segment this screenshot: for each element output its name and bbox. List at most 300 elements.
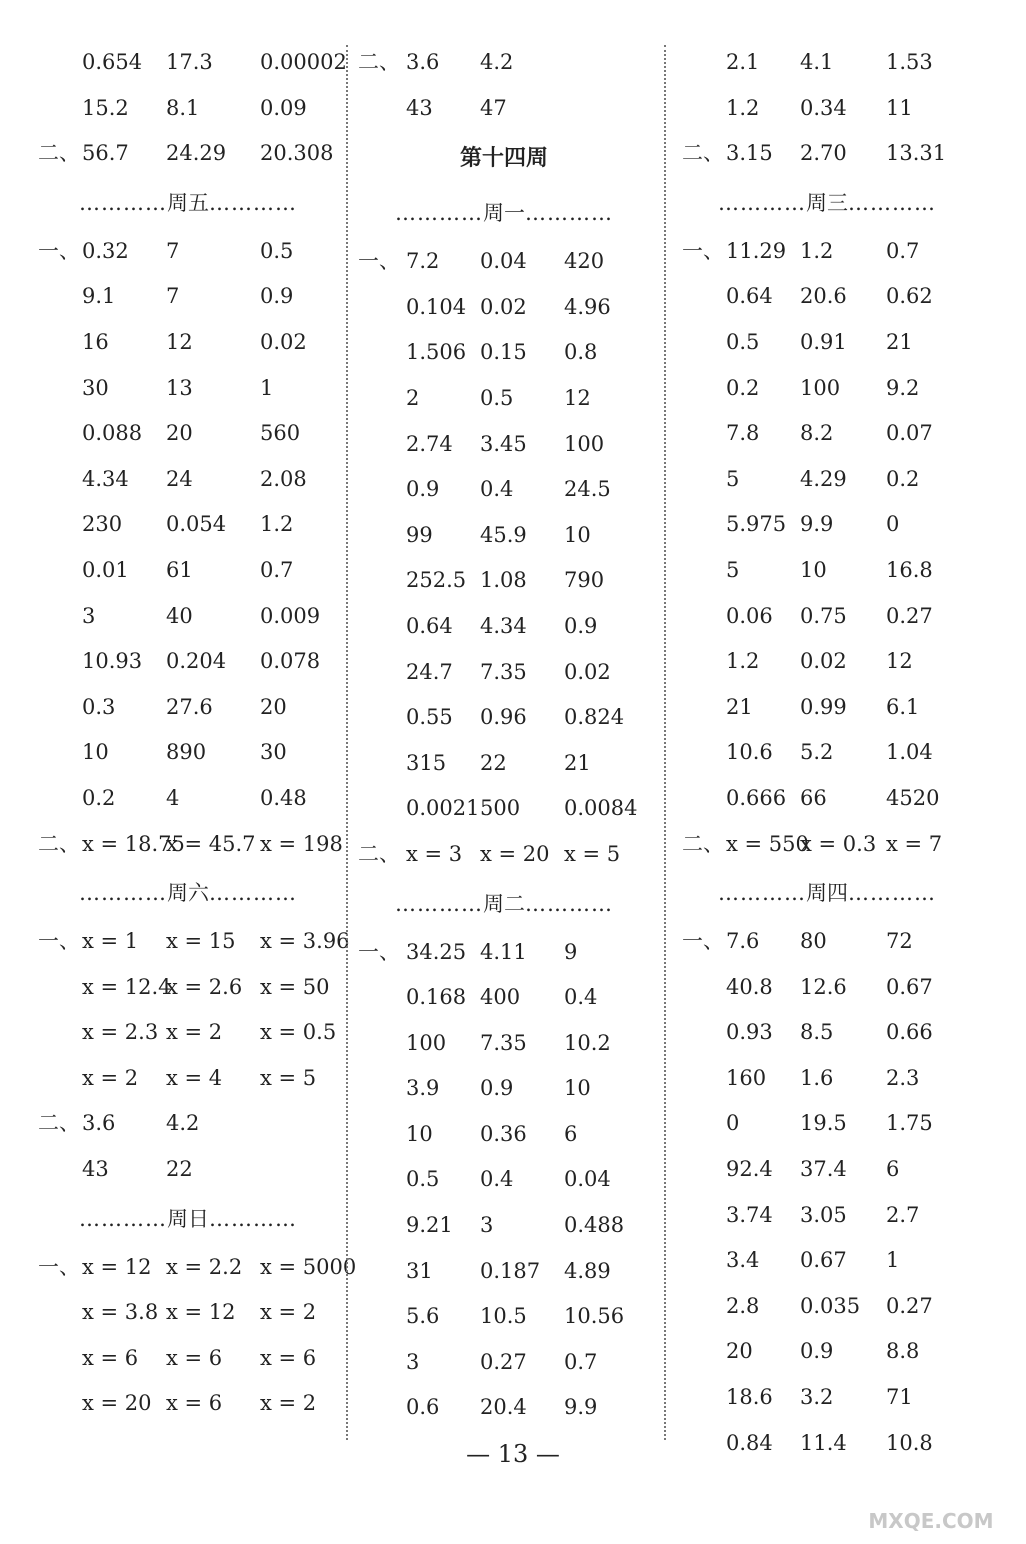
answer-cell: 11.4 <box>800 1430 847 1455</box>
answer-cell: 0.3 <box>82 694 116 719</box>
answer-cell: 0.04 <box>564 1167 611 1192</box>
answer-row <box>38 320 338 366</box>
answer-cell: x = 45.7 <box>166 831 256 856</box>
answer-cell: 7.2 <box>406 249 440 274</box>
answer-row <box>358 422 650 468</box>
answer-row <box>682 411 972 457</box>
answer-cell: 252.5 <box>406 568 467 593</box>
answer-row <box>358 786 650 832</box>
answer-cell: 0.27 <box>886 1293 933 1318</box>
answer-cell: 1.506 <box>406 340 467 365</box>
answer-cell: x = 20 <box>480 841 550 866</box>
answer-cell: x = 2.2 <box>166 1254 243 1279</box>
answer-cell: 0.204 <box>166 649 227 674</box>
answer-cell: 4.11 <box>480 939 527 964</box>
answer-cell: 0.187 <box>480 1258 541 1283</box>
answer-cell: x = 50 <box>260 974 330 999</box>
section-label: 二、 <box>38 831 80 856</box>
answer-cell: x = 2.6 <box>166 974 243 999</box>
answer-cell: 1.6 <box>800 1065 834 1090</box>
answer-column-1 <box>38 40 357 1427</box>
answer-row <box>682 131 972 177</box>
section-label: 二、 <box>682 141 724 166</box>
answer-row <box>358 1203 650 1249</box>
answer-row <box>682 1010 972 1056</box>
answer-row <box>358 604 650 650</box>
answer-cell: 7.35 <box>480 1030 527 1055</box>
answer-cell: 0.15 <box>480 340 527 365</box>
answer-cell: 2.7 <box>886 1202 920 1227</box>
answer-cell: 16.8 <box>886 557 933 582</box>
answer-cell: 890 <box>166 740 207 765</box>
answer-cell: 47 <box>480 95 507 120</box>
answer-cell: 0.93 <box>726 1020 773 1045</box>
day-title: 周五 <box>167 190 209 215</box>
answer-row <box>38 131 338 177</box>
answer-cell: 20 <box>260 694 287 719</box>
answer-column-2 <box>358 40 650 1431</box>
answer-cell: 5 <box>726 557 740 582</box>
answer-row <box>38 639 338 685</box>
answer-cell: 0.27 <box>480 1349 527 1374</box>
answer-cell: 3 <box>82 603 96 628</box>
answer-cell: 7 <box>166 238 180 263</box>
answer-cell: 0.104 <box>406 294 467 319</box>
answer-cell: 0.64 <box>406 613 453 638</box>
day-heading: …………周四………… <box>718 881 936 906</box>
answer-cell: 3 <box>406 1349 420 1374</box>
answer-cell: 1.2 <box>800 238 834 263</box>
answer-cell: 0.34 <box>800 95 847 120</box>
section-label: 二、 <box>358 50 400 74</box>
answer-cell: 3.74 <box>726 1202 773 1227</box>
answer-row <box>38 411 338 457</box>
answer-cell: x = 6 <box>260 1345 317 1370</box>
answer-cell: 0.2 <box>726 375 760 400</box>
answer-row <box>358 86 650 132</box>
answer-cell: 99 <box>406 522 433 547</box>
answer-row <box>358 376 650 422</box>
answer-cell: 230 <box>82 512 123 537</box>
answer-cell: 0.0021 <box>406 796 480 821</box>
section-label: 一、 <box>38 1254 80 1279</box>
day-title: 周日 <box>167 1206 209 1231</box>
answer-cell: 0.035 <box>800 1293 861 1318</box>
answer-cell: 30 <box>260 740 287 765</box>
answer-cell: 11 <box>886 95 913 120</box>
answer-cell: 7 <box>166 284 180 309</box>
answer-cell: 61 <box>166 557 193 582</box>
answer-cell: x = 18.75 <box>82 831 185 856</box>
watermark-logo <box>846 1468 1016 1538</box>
answer-cell: x = 6 <box>166 1391 223 1416</box>
answer-cell: 3.6 <box>82 1111 116 1136</box>
answer-cell: 0 <box>886 512 900 537</box>
answer-cell: 0.75 <box>800 603 847 628</box>
answer-cell: 790 <box>564 568 605 593</box>
answer-cell: 4.96 <box>564 294 611 319</box>
page-number: — 13 — <box>466 1440 560 1468</box>
answer-cell: 31 <box>406 1258 433 1283</box>
answer-row <box>682 1193 972 1239</box>
answer-cell: 3.45 <box>480 431 527 456</box>
answer-cell: 0.91 <box>800 329 847 354</box>
answer-cell: 3.15 <box>726 141 773 166</box>
answer-cell: 0.7 <box>260 557 294 582</box>
answer-cell: 0.9 <box>406 477 440 502</box>
answer-cell: 0.654 <box>82 50 143 74</box>
answer-cell: 12 <box>886 649 913 674</box>
answer-cell: x = 1 <box>82 929 139 954</box>
answer-row <box>682 594 972 640</box>
answer-cell: 9.9 <box>800 512 834 537</box>
answer-cell: 6 <box>886 1157 900 1182</box>
answer-cell: 0.62 <box>886 284 933 309</box>
answer-row <box>682 1056 972 1102</box>
answer-cell: 11.29 <box>726 238 787 263</box>
answer-cell: 0.0084 <box>564 796 638 821</box>
answer-cell: 0.96 <box>480 705 527 730</box>
section-label: 一、 <box>358 249 400 274</box>
answer-row <box>682 320 972 366</box>
day-title: 周一 <box>483 201 525 226</box>
answer-row <box>682 919 972 965</box>
answer-cell: 10.5 <box>480 1304 527 1329</box>
answer-cell: 43 <box>82 1157 109 1182</box>
answer-row <box>682 86 972 132</box>
answer-cell: 0.00002 <box>260 50 347 74</box>
answer-cell: 24.29 <box>166 141 227 166</box>
week-title: 第十四周 <box>459 146 548 172</box>
answer-cell: 0.67 <box>886 974 933 999</box>
answer-cell: 0.48 <box>260 785 307 810</box>
answer-cell: 0.01 <box>82 557 129 582</box>
answer-cell: x = 2 <box>260 1300 317 1325</box>
answer-row <box>38 1245 357 1291</box>
section-label: 一、 <box>358 939 400 964</box>
day-heading: …………周六………… <box>79 881 297 906</box>
answer-cell: 37.4 <box>800 1157 847 1182</box>
answer-cell: 0.67 <box>800 1248 847 1273</box>
answer-cell: 30 <box>82 375 109 400</box>
answer-cell: 3 <box>480 1213 494 1238</box>
answer-cell: 24.7 <box>406 659 453 684</box>
answer-cell: 16 <box>82 329 109 354</box>
answer-cell: 34.25 <box>406 939 467 964</box>
answer-cell: x = 7 <box>886 831 943 856</box>
answer-cell: 40 <box>166 603 193 628</box>
answer-cell: 10 <box>406 1121 433 1146</box>
answer-cell: 7.8 <box>726 421 760 446</box>
answer-cell: 0.078 <box>260 649 321 674</box>
answer-cell: 3.05 <box>800 1202 847 1227</box>
answer-cell: 100 <box>800 375 841 400</box>
answer-cell: 9.2 <box>886 375 920 400</box>
answer-cell: 22 <box>166 1157 193 1182</box>
answer-cell: 0.02 <box>564 659 611 684</box>
answer-cell: 0.06 <box>726 603 773 628</box>
answer-cell: 27.6 <box>166 694 213 719</box>
answer-cell: 0.9 <box>800 1339 834 1364</box>
answer-cell: 8.2 <box>800 421 834 446</box>
answer-row <box>38 1056 338 1102</box>
answer-cell: 80 <box>800 929 827 954</box>
answer-cell: x = 6 <box>166 1345 223 1370</box>
answer-cell: 2 <box>406 385 420 410</box>
answer-row <box>682 229 972 275</box>
answer-cell: 21 <box>726 694 753 719</box>
answer-row <box>38 502 338 548</box>
answer-row <box>358 741 650 787</box>
answer-row <box>38 1101 338 1147</box>
answer-cell: 9 <box>564 939 578 964</box>
answer-row <box>38 1147 338 1193</box>
answer-cell: 4.34 <box>480 613 527 638</box>
answer-cell: 3.4 <box>726 1248 760 1273</box>
answer-cell: 0.054 <box>166 512 227 537</box>
answer-cell: 22 <box>480 750 507 775</box>
answer-cell: 40.8 <box>726 974 773 999</box>
answer-cell: x = 12.4 <box>82 974 172 999</box>
answer-cell: x = 550 <box>726 831 809 856</box>
answer-row <box>38 548 338 594</box>
section-label: 二、 <box>38 1111 80 1136</box>
answer-cell: 160 <box>726 1065 767 1090</box>
answer-cell: x = 5 <box>260 1065 317 1090</box>
answer-cell: 0.02 <box>480 294 527 319</box>
answer-cell: 71 <box>886 1385 913 1410</box>
answer-row <box>358 1112 650 1158</box>
answer-row <box>358 832 650 878</box>
answer-cell: 0.9 <box>564 613 598 638</box>
answer-cell: 0.64 <box>726 284 773 309</box>
answer-cell: 0.7 <box>886 238 920 263</box>
answer-row <box>38 1010 338 1056</box>
answer-row <box>682 548 972 594</box>
answer-cell: 0.824 <box>564 705 625 730</box>
answer-cell: 0.6 <box>406 1395 440 1420</box>
answer-cell: 8.1 <box>166 95 200 120</box>
answer-cell: 12.6 <box>800 974 847 999</box>
answer-row <box>682 1284 972 1330</box>
answer-row <box>38 274 338 320</box>
answer-row <box>682 730 972 776</box>
answer-cell: 20.6 <box>800 284 847 309</box>
answer-cell: 21 <box>564 750 591 775</box>
answer-cell: 100 <box>406 1030 447 1055</box>
answer-cell: 13.31 <box>886 141 947 166</box>
answer-row <box>682 822 972 868</box>
answer-cell: 24.5 <box>564 477 611 502</box>
answer-cell: 0.5 <box>260 238 294 263</box>
answer-cell: 0.36 <box>480 1121 527 1146</box>
answer-row <box>682 639 972 685</box>
answer-row <box>358 1157 650 1203</box>
answer-row <box>682 1375 972 1421</box>
answer-cell: 0.09 <box>260 95 307 120</box>
answer-cell: 4.2 <box>166 1111 200 1136</box>
column-divider <box>346 45 348 1440</box>
answer-cell: x = 2 <box>166 1020 223 1045</box>
answer-cell: 0 <box>726 1111 740 1136</box>
answer-cell: x = 15 <box>166 929 236 954</box>
answer-row <box>358 1066 650 1112</box>
answer-cell: 100 <box>564 431 605 456</box>
section-label: 一、 <box>38 238 80 263</box>
answer-cell: 8.8 <box>886 1339 920 1364</box>
answer-cell: 72 <box>886 929 913 954</box>
answer-cell: 0.8 <box>564 340 598 365</box>
answer-cell: 10 <box>564 522 591 547</box>
answer-cell: 12 <box>564 385 591 410</box>
answer-cell: x = 198 <box>260 831 343 856</box>
answer-row <box>38 1336 338 1382</box>
answer-row <box>38 685 338 731</box>
answer-cell: 0.84 <box>726 1430 773 1455</box>
answer-row <box>358 1249 650 1295</box>
day-heading: …………周日………… <box>79 1206 297 1231</box>
day-title: 周六 <box>167 881 209 906</box>
day-heading: …………周三………… <box>718 190 936 215</box>
section-label: 一、 <box>682 929 724 954</box>
answer-cell: 0.488 <box>564 1213 625 1238</box>
section-label: 二、 <box>38 141 80 166</box>
day-title: 周二 <box>483 891 525 916</box>
answer-row <box>358 695 650 741</box>
answer-row <box>358 1294 650 1340</box>
answer-row <box>38 40 347 86</box>
answer-row <box>358 467 650 513</box>
answer-cell: 0.7 <box>564 1349 598 1374</box>
answer-cell: 2.08 <box>260 466 307 491</box>
answer-cell: 2.70 <box>800 141 847 166</box>
answer-cell: x = 3.8 <box>82 1300 159 1325</box>
answer-cell: 3.6 <box>406 50 440 74</box>
answer-cell: 7.6 <box>726 929 760 954</box>
answer-cell: 10.6 <box>726 740 773 765</box>
answer-cell: 0.55 <box>406 705 453 730</box>
answer-cell: 4.1 <box>800 50 834 74</box>
answer-cell: 56.7 <box>82 141 129 166</box>
column-divider <box>664 45 666 1440</box>
answer-cell: 15.2 <box>82 95 129 120</box>
answer-cell: 4.89 <box>564 1258 611 1283</box>
answer-row <box>358 558 650 604</box>
answer-row <box>38 965 338 1011</box>
answer-row <box>38 457 338 503</box>
answer-cell: 5.6 <box>406 1304 440 1329</box>
answer-cell: 10.8 <box>886 1430 933 1455</box>
answer-row <box>38 366 338 412</box>
answer-cell: 4 <box>166 785 180 810</box>
answer-cell: 315 <box>406 750 447 775</box>
answer-cell: 1.04 <box>886 740 933 765</box>
answer-cell: 6.1 <box>886 694 920 719</box>
answer-row <box>358 330 650 376</box>
answer-cell: 0.5 <box>726 329 760 354</box>
answer-cell: x = 2.3 <box>82 1020 159 1045</box>
answer-cell: 0.4 <box>480 1167 514 1192</box>
answer-cell: 0.32 <box>82 238 129 263</box>
answer-row <box>38 822 343 868</box>
answer-cell: 10 <box>82 740 109 765</box>
answer-cell: x = 5000 <box>260 1254 357 1279</box>
answer-cell: 5 <box>726 466 740 491</box>
section-label: 二、 <box>358 841 400 866</box>
answer-cell: 0.4 <box>480 477 514 502</box>
answer-cell: x = 4 <box>166 1065 223 1090</box>
answer-cell: 9.9 <box>564 1395 598 1420</box>
answer-cell: x = 12 <box>82 1254 152 1279</box>
answer-row <box>38 229 338 275</box>
answer-cell: 24 <box>166 466 193 491</box>
answer-cell: 0.4 <box>564 985 598 1010</box>
answer-cell: 10 <box>800 557 827 582</box>
answer-row <box>682 457 972 503</box>
day-heading: …………周五………… <box>79 190 297 215</box>
answer-cell: 0.66 <box>886 1020 933 1045</box>
answer-cell: 560 <box>260 421 301 446</box>
answer-cell: 0.5 <box>480 385 514 410</box>
answer-row <box>358 285 650 331</box>
answer-row <box>358 239 650 285</box>
answer-row <box>682 366 972 412</box>
answer-cell: 2.74 <box>406 431 453 456</box>
day-title: 周四 <box>806 881 848 906</box>
answer-row <box>682 1101 972 1147</box>
answer-cell: 0.088 <box>82 421 143 446</box>
answer-cell: x = 3 <box>406 841 463 866</box>
answer-cell: 1.2 <box>726 95 760 120</box>
answer-cell: 1.08 <box>480 568 527 593</box>
answer-cell: 0.5 <box>406 1167 440 1192</box>
answer-cell: 17.3 <box>166 50 213 74</box>
answer-row <box>682 776 972 822</box>
answer-cell: 4.29 <box>800 466 847 491</box>
answer-cell: 3.2 <box>800 1385 834 1410</box>
day-heading: …………周一………… <box>395 201 613 226</box>
answer-cell: 0.168 <box>406 985 467 1010</box>
answer-cell: 0.9 <box>480 1076 514 1101</box>
answer-cell: 4.2 <box>480 50 514 74</box>
answer-cell: 3.9 <box>406 1076 440 1101</box>
answer-row <box>38 730 338 776</box>
day-heading: …………周二………… <box>395 891 613 916</box>
answer-row <box>358 650 650 696</box>
answer-column-3 <box>682 40 972 1466</box>
answer-cell: 1 <box>886 1248 900 1273</box>
answer-cell: 0.07 <box>886 421 933 446</box>
answer-cell: 5.975 <box>726 512 787 537</box>
answer-cell: x = 2 <box>260 1391 317 1416</box>
answer-cell: 0.9 <box>260 284 294 309</box>
answer-cell: 10.2 <box>564 1030 611 1055</box>
answer-cell: 19.5 <box>800 1111 847 1136</box>
answer-row <box>358 1021 650 1067</box>
answer-cell: 9.1 <box>82 284 116 309</box>
answer-row <box>38 1290 338 1336</box>
answer-cell: 66 <box>800 785 827 810</box>
answer-cell: x = 5 <box>564 841 621 866</box>
answer-cell: 6 <box>564 1121 578 1146</box>
answer-cell: 92.4 <box>726 1157 773 1182</box>
answer-cell: 18.6 <box>726 1385 773 1410</box>
answer-cell: x = 0.5 <box>260 1020 337 1045</box>
answer-row <box>38 86 338 132</box>
answer-cell: 500 <box>480 796 521 821</box>
answer-cell: 0.04 <box>480 249 527 274</box>
answer-cell: 4520 <box>886 785 940 810</box>
